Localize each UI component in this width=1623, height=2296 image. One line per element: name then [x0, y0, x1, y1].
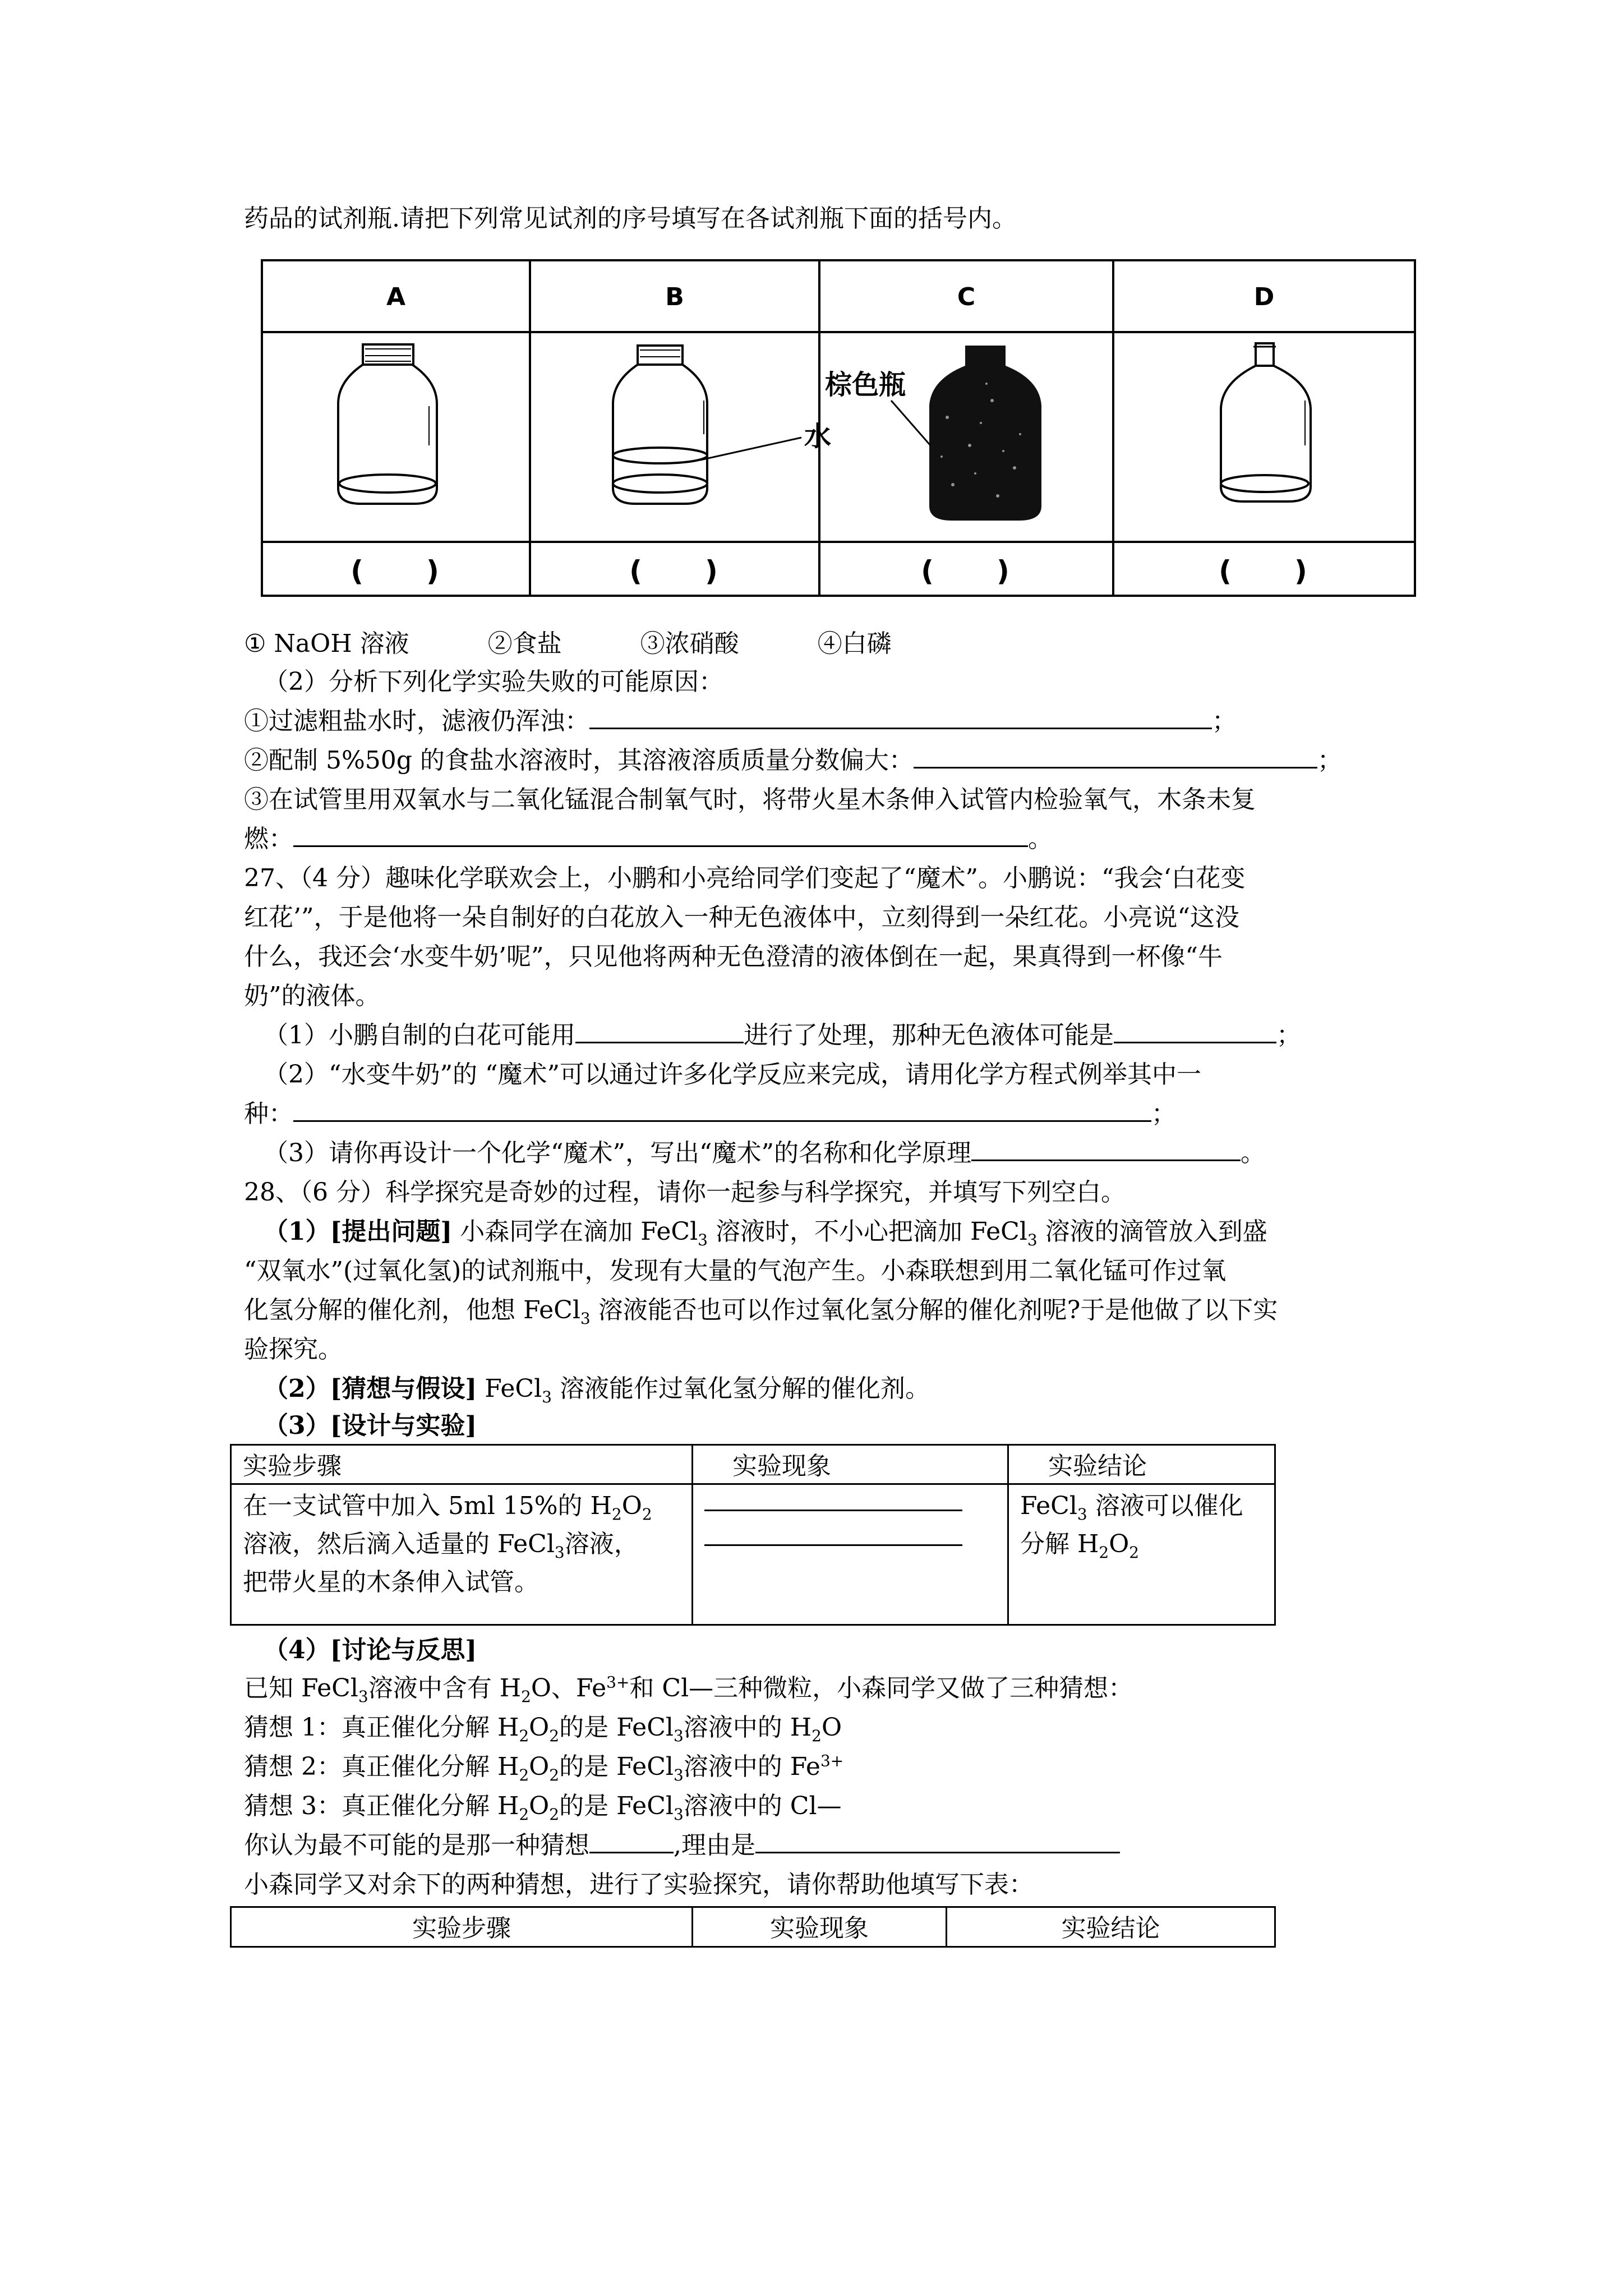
reagent-4: ④白磷	[817, 629, 892, 658]
q28-part-3: （3）[设计与实验]	[264, 1411, 477, 1440]
table1-conclusion-cell: FeCl$_3$ 溶液可以催化 分解 $H_2O_2$	[1008, 1484, 1275, 1625]
column-header-c: C	[957, 282, 976, 311]
table1-phenomenon-cell	[693, 1484, 1008, 1625]
table1-header-phenomenon: 实验现象	[693, 1445, 1008, 1484]
answer-blank[interactable]	[293, 823, 1028, 847]
bracket-a: ( )	[351, 555, 441, 587]
q27-line-2: 红花’”，于是他将一朵自制好的白花放入一种无色液体中，立刻得到一朵红花。小亮说“这没	[244, 903, 1239, 932]
experiment-table-1	[230, 1444, 1276, 1626]
q27-sub-2: （2）“水变牛奶”的 “魔术”可以通过许多化学反应来完成，请用化学方程式例举其中一	[264, 1060, 1201, 1089]
q27-line-1: 27、（4 分）趣味化学联欢会上，小鹏和小亮给同学们变起了“魔术”。小鹏说：“我会‘白花变	[244, 864, 1246, 892]
q28-part-1-l3: 化氢分解的催化剂，他想 FeCl$_3$ 溶液能否也可以作过氧化氢分解的催化剂呢?于是他做了以下实	[244, 1296, 1278, 1328]
q27-sub-2-cont: 种： ；	[244, 1097, 1176, 1131]
column-header-a: A	[386, 282, 406, 311]
answer-blank[interactable]	[575, 1019, 744, 1043]
bottle-a-icon	[338, 344, 437, 504]
answer-blank[interactable]	[914, 744, 1317, 769]
brown-bottle-label: 棕色瓶	[825, 369, 906, 401]
reagent-list	[244, 627, 892, 661]
intro-text: 药品的试剂瓶.请把下列常见试剂的序号填写在各试剂瓶下面的括号内。	[244, 204, 1017, 233]
known-particles: 已知 FeCl$_3$溶液中含有 $H_2O$、$Fe^{3+}$和 Cl—三种微粒，小森同学又做了三种猜想：	[244, 1673, 1133, 1706]
table2-header-conclusion: 实验结论	[947, 1907, 1275, 1947]
answer-blank[interactable]	[589, 1829, 674, 1853]
q2-item-1: ①过滤粗盐水时，滤液仍浑浊： ；	[244, 705, 1237, 738]
q27-line-4: 奶”的液体。	[244, 982, 380, 1010]
table2-header-step: 实验步骤	[231, 1907, 693, 1947]
table2-header-phenomenon: 实验现象	[693, 1907, 947, 1947]
reagent-bottle-table	[261, 259, 1416, 597]
table1-step-cell: 在一支试管中加入 5ml 15%的 $H_2O_2$ 溶液，然后滴入适量的 FeCl$_3$溶液， 把带火星的木条伸入试管。	[231, 1484, 693, 1625]
table1-header-conclusion: 实验结论	[1008, 1445, 1275, 1484]
guess-1: 猜想 1：真正催化分解 $H_2O_2$的是 FeCl$_3$溶液中的 $H_2O$	[244, 1713, 842, 1745]
reagent-1: ① NaOH 溶液	[244, 629, 409, 658]
column-header-b: B	[665, 282, 684, 311]
further-experiment: 小森同学又对余下的两种猜想，进行了实验探究，请你帮助他填写下表：	[244, 1870, 1034, 1899]
answer-blank[interactable]	[589, 705, 1212, 729]
answer-blank[interactable]	[293, 1098, 1151, 1122]
answer-blank[interactable]	[971, 1137, 1241, 1161]
q28-part-1-l2: “双氧水”(过氧化氢)的试剂瓶中，发现有大量的气泡产生。小森联想到用二氧化锰可作过氧	[244, 1257, 1227, 1285]
water-label: 水	[804, 421, 832, 452]
q28-line-1: 28、（6 分）科学探究是奇妙的过程，请你一起参与科学探究，并填写下列空白。	[244, 1178, 1126, 1207]
bottle-drawings	[263, 333, 1414, 540]
answer-blank[interactable]	[755, 1829, 1120, 1853]
q28-part-4: （4）[讨论与反思]	[264, 1636, 477, 1664]
q28-part-2: （2）[猜想与假设] FeCl$_3$ 溶液能作过氧化氢分解的催化剂。	[264, 1374, 930, 1406]
bottle-d-icon	[1221, 343, 1311, 501]
reagent-2: ②食盐	[487, 629, 562, 658]
table1-header-step: 实验步骤	[231, 1445, 693, 1484]
q27-sub-3: （3）请你再设计一个化学“魔术”，写出“魔术”的名称和化学原理 。	[264, 1137, 1265, 1170]
answer-blank[interactable]	[704, 1522, 962, 1546]
q28-part-1-l4: 验探究。	[244, 1335, 343, 1364]
q2-item-2: ②配制 5%50g 的食盐水溶液时，其溶液溶质质量分数偏大： ；	[244, 744, 1342, 777]
answer-blank[interactable]	[1114, 1019, 1276, 1043]
answer-blank[interactable]	[704, 1487, 962, 1511]
q27-line-3: 什么，我还会‘水变牛奶’呢”，只见他将两种无色澄清的液体倒在一起，果真得到一杯像“牛	[244, 942, 1223, 971]
column-header-d: D	[1253, 282, 1275, 311]
bracket-d: ( )	[1219, 555, 1310, 587]
q27-sub-1: （1）小鹏自制的白花可能用 进行了处理，那种无色液体可能是 ；	[264, 1019, 1301, 1052]
q2-item-3-cont: 燃： 。	[244, 822, 1053, 856]
least-likely-question: 你认为最不可能的是那一种猜想 ,理由是	[244, 1829, 1120, 1862]
q2-title: （2）分析下列化学实验失败的可能原因：	[264, 668, 723, 696]
bracket-c: ( )	[921, 555, 1012, 587]
q28-part-1: （1）[提出问题] 小森同学在滴加 FeCl$_3$ 溶液时，不小心把滴加 FeCl$_3$ 溶液的滴管放入到盛	[264, 1217, 1267, 1249]
bottle-c-icon	[891, 346, 1041, 521]
guess-3: 猜想 3：真正催化分解 $H_2O_2$的是 FeCl$_3$溶液中的 Cl—	[244, 1792, 842, 1824]
guess-2: 猜想 2：真正催化分解 $H_2O_2$的是 FeCl$_3$溶液中的 $Fe^{3+}$	[244, 1751, 844, 1784]
bottle-b-icon	[613, 346, 801, 504]
bracket-b: ( )	[629, 555, 720, 587]
experiment-table-2	[230, 1906, 1276, 1948]
reagent-3: ③浓硝酸	[640, 629, 739, 658]
q2-item-3: ③在试管里用双氧水与二氧化锰混合制氧气时，将带火星木条伸入试管内检验氧气，木条未复	[244, 785, 1256, 814]
